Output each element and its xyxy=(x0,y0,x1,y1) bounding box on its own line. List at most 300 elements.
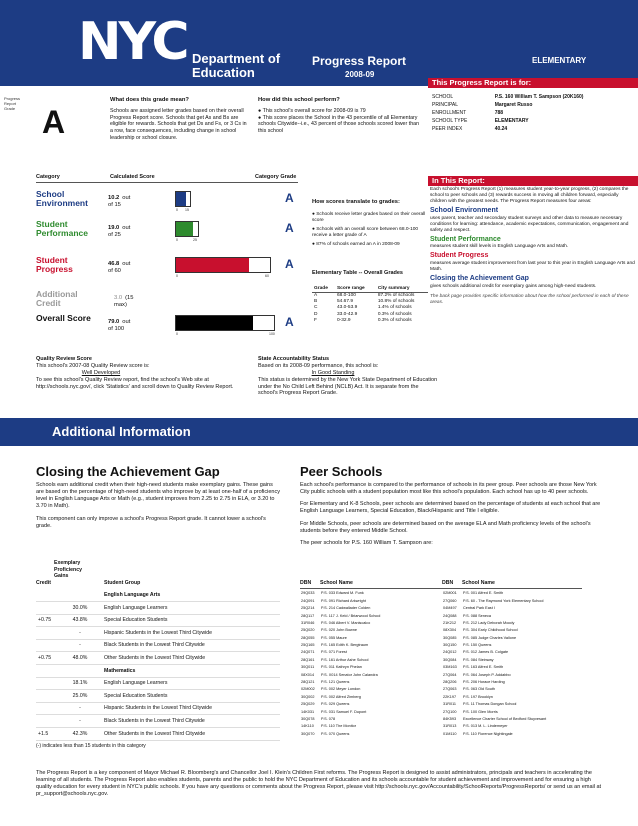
peer-dbn: 28Q161 xyxy=(301,657,315,662)
gap-credit: +0.75 xyxy=(36,652,58,665)
peer-dbn: 27Q060 xyxy=(443,598,457,603)
peer-row xyxy=(300,679,440,686)
peer-school-name: P.S. 002 Meyer London xyxy=(321,687,361,692)
peer-row xyxy=(442,657,602,664)
grades-col-header: City summary xyxy=(376,286,428,292)
dept-line-2: Education xyxy=(192,65,255,81)
grades-cell: 0.3% of schools xyxy=(377,317,412,323)
peer-school-name: P.S. 001 Alfred E. Smith xyxy=(463,591,504,596)
nyc-logo: NYC xyxy=(78,12,187,72)
peer-row xyxy=(442,664,602,671)
peer-row xyxy=(442,605,602,612)
bullet-text: 87% of schools earned an A in 2008-09 xyxy=(316,241,400,247)
gap-row xyxy=(36,728,280,741)
peers-title: Peer Schools xyxy=(300,464,383,479)
peer-school-name: P.S. 011 Kathryn Phelan xyxy=(321,665,362,670)
scale-min: 0 xyxy=(176,208,178,212)
grades-cell: D xyxy=(314,311,318,317)
peer-school-name: P.S. 212 Lady Deborah Moody xyxy=(463,620,515,625)
report-year: 2008-09 xyxy=(345,70,375,79)
report-title: Progress Report xyxy=(312,54,407,68)
in-report-note: The back page provides specific information about how the school performed in each of these areas. xyxy=(430,293,629,305)
gap-gains: 43.8% xyxy=(58,614,102,627)
bullet-text: Schools receive letter grades based on their overall score xyxy=(312,212,426,223)
in-report-section-title: Student Performance xyxy=(430,235,501,243)
peer-dbn: 02M002 xyxy=(301,687,315,692)
peer-row xyxy=(300,590,440,597)
peer-dbn: 08X304 xyxy=(443,628,457,633)
gap-row xyxy=(36,652,280,665)
in-report-section-text: gives schools additional credit for exemplary gains among high-need students. xyxy=(430,283,597,289)
footer-text: The Progress Report is a key component of Mayor Michael R. Bloomberg's and Chancellor Joel I. Klein's Children First reforms. The Progress Report is designed to assist administrators, principals and teachers in accelerating the learning of all students. The Progress Report also enables students, parents and the public to hold the NYC Department of Education and its schools accountable for student achievement and improvement and for ensuring a high quality education for every student in NYC's public schools. If you have any questions or comments about the Progress Report, please visit http://schools.nyc.gov/Accountability/SchoolReports/ProgressReports/ or send us an email at pr_support@schools.nyc.gov. xyxy=(36,770,602,798)
peer-row xyxy=(442,693,602,700)
category-score xyxy=(114,295,133,309)
scale-min: 0 xyxy=(176,332,178,336)
score-max: out of 25 xyxy=(108,225,131,239)
score-bar xyxy=(175,315,275,331)
school-info-label: ENROLLMENT xyxy=(432,110,467,116)
grade-label-line: Progress xyxy=(4,96,21,101)
peer-dbn: 30Q150 xyxy=(443,643,457,648)
gap-table xyxy=(36,589,280,741)
peer-school-name: P.S. 163 Alfred E. Smith xyxy=(463,665,504,670)
peer-dbn: 28Q121 xyxy=(301,680,315,685)
school-info-label: PEER INDEX xyxy=(432,126,463,132)
peer-dbn: 14K110 xyxy=(301,724,314,729)
grades-cell: 10.8% of schools xyxy=(377,299,415,305)
gap-gains: 42.3% xyxy=(58,728,102,741)
peer-dbn: 25Q020 xyxy=(301,628,315,633)
report-for-heading: This Progress Report is for: xyxy=(428,78,638,88)
peer-row xyxy=(300,730,440,737)
in-report-section-text: measures student skill levels in English Language Arts and Math. xyxy=(430,244,569,250)
category-name: School Environment xyxy=(36,189,88,208)
overall-grade: A xyxy=(42,104,66,140)
peer-school-name: P.S. 031 Samuel F. Dupont xyxy=(321,709,367,714)
gap-gains: - xyxy=(58,627,102,640)
peer-school-name: P.S. 085 Judge Charles Vallone xyxy=(463,635,517,640)
gap-credit xyxy=(36,627,58,640)
category-score xyxy=(108,225,130,239)
in-report-section-title: Closing the Achievement Gap xyxy=(430,275,529,283)
gap-p2: This component can only improve a school's Progress Report grade. It cannot lower a school's grade. xyxy=(36,515,266,529)
gap-subheading xyxy=(36,665,280,678)
peer-school-name: Central Park East I xyxy=(463,606,495,611)
gap-gains: - xyxy=(58,715,102,728)
grade-meaning-title: What does this grade mean? xyxy=(110,97,189,103)
peer-school-name: P.S. 084 Steinway xyxy=(463,657,494,662)
score-max: (15 max) xyxy=(114,295,134,309)
scale-max: 15 xyxy=(185,208,189,212)
in-report-panel xyxy=(430,187,636,306)
peers-table-left xyxy=(300,590,440,738)
peer-row xyxy=(300,649,440,656)
peer-row xyxy=(300,716,440,723)
quality-line: This school's 2007-08 Quality Review score is: xyxy=(36,362,150,369)
category-grade: A xyxy=(285,257,294,271)
category-score xyxy=(108,319,130,333)
peer-row xyxy=(442,627,602,634)
peer-row xyxy=(442,649,602,656)
gap-credit xyxy=(36,702,58,715)
grades-cell: 33.0-42.9 xyxy=(336,311,358,317)
peer-row xyxy=(442,730,602,737)
gap-gains xyxy=(58,665,102,678)
peer-school-name: P.S. 150 Queens xyxy=(463,643,492,648)
gap-credit: +0.75 xyxy=(36,614,58,627)
scale-max: 100 xyxy=(269,332,275,336)
grade-label-line: Report xyxy=(4,101,17,107)
peer-dbn: 01M110 xyxy=(443,731,457,736)
peer-dbn: 30Q070 xyxy=(301,731,315,736)
peer-school-name: P.S. 002 Alfred Zimberg xyxy=(321,694,361,699)
grades-col-header: Score range xyxy=(335,286,376,292)
peer-row xyxy=(442,723,602,730)
peer-school-name: P.S. 117 J. Keld / Briarwood School xyxy=(321,613,381,618)
gap-group: English Language Learners xyxy=(102,602,280,615)
peer-dbn: 14K031 xyxy=(301,709,315,714)
quality-score: Well Developed xyxy=(81,369,121,376)
gap-row xyxy=(36,677,280,690)
gap-col-credit: Credit xyxy=(36,580,51,586)
peer-row xyxy=(300,612,440,619)
peer-dbn: 28Q206 xyxy=(443,680,457,685)
grades-col-header: Grade xyxy=(312,286,335,292)
category-name: Overall Score xyxy=(36,313,91,323)
school-level: ELEMENTARY xyxy=(532,56,587,65)
gap-gains: 25.0% xyxy=(58,690,102,703)
peer-row xyxy=(442,679,602,686)
peer-row xyxy=(442,642,602,649)
peer-row xyxy=(442,612,602,619)
peers-col-name: School Name xyxy=(320,580,353,586)
grades-table-title: Elementary Table -- Overall Grades xyxy=(312,270,403,276)
accountability-text: This status is determined by the New York State Department of Education under the No Child Left Behind (NCLB) Act. It is separate from the school's Progress Report Grade. xyxy=(258,376,438,397)
gap-credit xyxy=(36,677,58,690)
score-bar xyxy=(175,191,191,207)
gap-group: Hispanic Students in the Lowest Third Citywide xyxy=(102,627,280,640)
peer-school-name: P.S. 029 Queens xyxy=(321,702,350,707)
school-info-row xyxy=(430,118,636,124)
gap-credit xyxy=(36,602,58,615)
school-info-value: 40.24 xyxy=(494,126,508,132)
peer-dbn: 03M163 xyxy=(443,665,457,670)
peer-dbn: 21K212 xyxy=(443,620,457,625)
grade-label xyxy=(4,96,20,112)
category-name: Student Progress xyxy=(36,255,73,274)
peer-dbn: 28Q055 xyxy=(301,635,315,640)
gap-group: Black Students in the Lowest Third Citywide xyxy=(102,715,280,728)
school-info-table xyxy=(428,92,638,134)
peer-school-name: P.S. 088 Seneca xyxy=(463,613,492,618)
peer-row xyxy=(442,590,602,597)
scale-min: 0 xyxy=(176,238,178,242)
peer-dbn: 30Q085 xyxy=(443,635,457,640)
grades-cell: 0.3% of schools xyxy=(377,311,412,317)
peers-table-right xyxy=(442,590,602,738)
category-grade: A xyxy=(285,191,294,205)
gap-credit xyxy=(36,715,58,728)
peer-dbn: 31R011 xyxy=(443,702,457,707)
gap-row xyxy=(36,702,280,715)
gap-gains: 18.1% xyxy=(58,677,102,690)
peer-dbn: 24Q071 xyxy=(301,650,315,655)
peer-school-name: P.S. 161 Arthur Ashe School xyxy=(321,657,369,662)
peer-dbn: 22K197 xyxy=(443,694,457,699)
scale-max: 25 xyxy=(193,238,197,242)
peer-dbn: 30Q084 xyxy=(443,657,457,662)
grades-table xyxy=(312,286,428,324)
in-report-section-title: School Environment xyxy=(430,206,499,214)
gap-subheading xyxy=(36,589,280,602)
peer-row xyxy=(300,620,440,627)
peer-row xyxy=(442,701,602,708)
gap-intro xyxy=(36,482,282,530)
gap-gains: - xyxy=(58,702,102,715)
score-bar-fill xyxy=(176,316,253,330)
accountability xyxy=(258,356,438,397)
score-bar xyxy=(175,257,271,273)
school-info-label: SCHOOL TYPE xyxy=(432,118,468,124)
peers-p2: For Elementary and K-8 Schools, peer schools are determined based on the percentage of students at each school that are English Language Learners, Special Education, Black/Hispanic and Title I eligible. xyxy=(300,501,601,515)
gap-row xyxy=(36,639,280,652)
score-bar xyxy=(175,221,199,237)
peer-school-name: P.S. 197 Brooklyn xyxy=(463,694,493,699)
peer-dbn: 24Q088 xyxy=(443,613,457,618)
peers-divider xyxy=(300,588,582,589)
grades-row xyxy=(312,318,428,324)
gap-group: Special Education Students xyxy=(102,690,280,703)
peer-school-name: P.S. 110 The Monitor xyxy=(321,724,357,729)
quality-review xyxy=(36,356,236,390)
score-value: 79.0 xyxy=(108,319,120,325)
in-report-section-text: uses parent, teacher and secondary student surveys and other data to measure necessary conditions for learning: attendance, academic expectations, communication, engagement and safety and respect. xyxy=(430,215,629,233)
category-name: Additional Credit xyxy=(36,289,78,308)
school-info-label: SCHOOL xyxy=(432,94,454,100)
gap-gains: 48.0% xyxy=(58,652,102,665)
school-info-row xyxy=(430,102,636,108)
peer-school-name: Excellence Charter School of Bedford Stuyvesant xyxy=(463,716,547,721)
peer-dbn: 02M001 xyxy=(443,591,457,596)
peer-dbn: 30Q002 xyxy=(301,694,315,699)
peers-col-dbn: DBN xyxy=(300,580,312,586)
school-info-value: Margaret Russo xyxy=(494,102,533,108)
peer-dbn: 84K593 xyxy=(443,716,457,721)
col-category: Category xyxy=(36,174,60,180)
peer-school-name: P.S. 110 Florence Nightingale xyxy=(463,731,513,736)
school-info-value: 788 xyxy=(494,110,504,116)
bullet-text: This school's overall score for 2008-09 is 79 xyxy=(262,108,366,115)
peer-row xyxy=(442,708,602,715)
gap-group: Hispanic Students in the Lowest Third Citywide xyxy=(102,702,280,715)
peer-school-name: P.S. 033 Edward M. Funk xyxy=(321,591,364,596)
gap-group: English Language Learners xyxy=(102,677,280,690)
col-score: Calculated Score xyxy=(110,174,155,180)
gap-col-group: Student Group xyxy=(104,580,141,586)
gap-credit xyxy=(36,589,58,602)
category-grade: A xyxy=(285,221,294,235)
grades-cell: 54.67.9 xyxy=(336,299,353,305)
peer-school-name: P.S. 063 Old South xyxy=(463,687,496,692)
peer-dbn: 25Q029 xyxy=(301,702,315,707)
grade-label-line: Grade xyxy=(4,106,16,112)
gap-group: Black Students in the Lowest Third Citywide xyxy=(102,639,280,652)
dept-line-1: Department of xyxy=(192,51,281,66)
scale-max: 60 xyxy=(265,274,269,278)
peer-dbn: 30Q078 xyxy=(301,716,315,721)
translate-bullets xyxy=(312,212,426,248)
peer-school-name: P.S. 100 Glen Morris xyxy=(463,709,498,714)
peer-dbn: 24Q091 xyxy=(301,598,315,603)
peer-row xyxy=(300,597,440,604)
bullet-text: This score places the School in the 43 percentile of all Elementary schools Citywide--i.e., 43 percent of those schools scored lower than this school xyxy=(258,114,420,135)
peer-school-name: P.S. 304 Early Childhood School xyxy=(463,628,518,633)
peer-school-name: P.S. 013 M. L. Lindemeyer xyxy=(463,724,508,729)
gap-title: Closing the Achievement Gap xyxy=(36,464,220,479)
quality-title: Quality Review Score xyxy=(36,356,92,362)
score-value: 19.0 xyxy=(108,225,120,231)
peers-col-dbn: DBN xyxy=(442,580,454,586)
peer-row xyxy=(300,627,440,634)
translate-bullet: ● Schools with an overall score between 68.0-100 receive a letter grade of A xyxy=(312,226,419,238)
school-info-value: ELEMENTARY xyxy=(494,118,529,124)
grades-cell: 87.2% of schools xyxy=(377,292,415,298)
col-grade: Category Grade xyxy=(255,174,297,180)
peer-dbn: 04M497 xyxy=(443,606,457,611)
gap-credit xyxy=(36,639,58,652)
gap-group: English Language Arts xyxy=(102,589,280,602)
additional-info-banner: Additional Information xyxy=(0,418,638,446)
peer-row xyxy=(442,597,602,604)
score-value: 10.2 xyxy=(108,195,120,201)
peer-row xyxy=(300,605,440,612)
peer-row xyxy=(442,716,602,723)
gap-group: Other Students in the Lowest Third Citywide xyxy=(102,652,280,665)
gap-row xyxy=(36,690,280,703)
grades-cell: A xyxy=(314,292,318,298)
peer-dbn: 31R013 xyxy=(443,724,457,729)
peer-school-name: P.S. 078 xyxy=(321,716,336,721)
peer-row xyxy=(300,693,440,700)
peer-dbn: 30Q011 xyxy=(301,665,315,670)
peer-row xyxy=(300,664,440,671)
peer-dbn: 27Q100 xyxy=(443,709,457,714)
score-bar-fill xyxy=(176,258,249,272)
header-divider xyxy=(36,182,298,183)
grades-cell: C xyxy=(314,305,318,311)
in-report-section-title: Student Progress xyxy=(430,252,489,260)
peer-dbn: 24Q012 xyxy=(443,650,457,655)
grades-cell: 43.0-53.9 xyxy=(336,305,358,311)
gap-col-gains: Exemplary Proficiency Gains xyxy=(54,560,82,579)
gap-row xyxy=(36,627,280,640)
performance-bullet: ● This school's overall score for 2008-09 is 79 xyxy=(258,108,366,115)
in-report-section-text: measures average student improvement from last year to this year in English Language Arts and Math. xyxy=(430,261,635,273)
school-info-row xyxy=(430,126,636,132)
peer-dbn: 27Q063 xyxy=(443,687,457,692)
gap-row xyxy=(36,715,280,728)
peer-row xyxy=(442,671,602,678)
peer-school-name: P.S. 012 James B. Colgate xyxy=(463,650,509,655)
score-bar-fill xyxy=(176,192,186,206)
category-score xyxy=(108,195,130,209)
peer-school-name: P.S. 60 - The Raymond York Elementary School xyxy=(463,598,544,603)
gap-credit: +1.5 xyxy=(36,728,58,741)
peer-school-name: P.S. 206 Horace Harding xyxy=(463,680,505,685)
peer-school-name: P.S. 071 Forest xyxy=(321,650,347,655)
score-value: 46.8 xyxy=(108,261,120,267)
peers-col-name: School Name xyxy=(462,580,495,586)
grades-cell: 1.4% of schools xyxy=(377,305,412,311)
school-info-row xyxy=(430,110,636,116)
peer-school-name: P.S. 064 Joseph P. Addabbo xyxy=(463,672,511,677)
accountability-status: In Good Standing xyxy=(311,369,355,376)
score-bar-fill xyxy=(176,222,193,236)
peer-school-name: P.S. 214 Cadwallader Colden xyxy=(321,606,371,611)
peers-p1: Each school's performance is compared to the performance of schools in its peer group. Peer schools are those New York City public schools with a student population most like this school's population. Each school has up to 40 peer schools. xyxy=(300,482,597,496)
peer-school-name: P.S. 11 Thomas Dongan School xyxy=(463,702,517,707)
gap-gains xyxy=(58,589,102,602)
in-report-heading: In This Report: xyxy=(428,176,638,186)
score-max: out of 100 xyxy=(108,319,131,333)
gap-group: Other Students in the Lowest Third Citywide xyxy=(102,728,280,741)
school-performance xyxy=(258,97,428,135)
peers-intro xyxy=(300,482,602,547)
peer-dbn: 25Q214 xyxy=(301,606,315,611)
bullet-text: Schools with an overall score between 68.0-100 receive a letter grade of A xyxy=(312,226,419,238)
gap-row xyxy=(36,602,280,615)
score-max: out of 60 xyxy=(108,261,131,275)
grade-meaning xyxy=(110,97,250,141)
peers-list-intro: The peer schools for P.S. 160 William T. Sampson are: xyxy=(300,539,433,546)
accountability-title: State Accountability Status xyxy=(258,356,330,362)
peer-row xyxy=(442,634,602,641)
peer-school-name: P.S. 091 Richard Arkwright xyxy=(321,598,366,603)
peer-row xyxy=(300,723,440,730)
peer-row xyxy=(300,634,440,641)
gap-credit xyxy=(36,665,58,678)
peer-row xyxy=(300,671,440,678)
grades-cell: B xyxy=(314,299,318,305)
grades-cell: 0-32.9 xyxy=(336,317,351,323)
peer-school-name: P.S. 070 Queens xyxy=(321,731,350,736)
peer-school-name: P.S. X014 Senator John Calandra xyxy=(321,672,378,677)
peer-dbn: 27Q064 xyxy=(443,672,457,677)
gap-group: Special Education Students xyxy=(102,614,280,627)
school-info-value: P.S. 160 William T. Sampson (20K160) xyxy=(494,94,584,100)
translate-bullet: ● 87% of schools earned an A in 2008-09 xyxy=(312,241,400,247)
gap-note: (-) indicates less than 15 students in this category xyxy=(36,743,146,749)
grades-cell: 68.0-100 xyxy=(336,292,356,298)
peer-row xyxy=(300,701,440,708)
peer-school-name: P.S. 055 Maure xyxy=(321,635,347,640)
gap-group: Mathematics xyxy=(102,665,280,678)
peer-dbn: 31R046 xyxy=(301,620,315,625)
peer-dbn: 29Q033 xyxy=(301,591,315,596)
peer-row xyxy=(300,686,440,693)
translate-title: How scores translate to grades: xyxy=(312,199,400,205)
peer-row xyxy=(442,686,602,693)
gap-gains: - xyxy=(58,639,102,652)
school-info-label: PRINCIPAL xyxy=(432,102,459,108)
translate-bullet: ● Schools receive letter grades based on their overall score xyxy=(312,212,426,223)
peers-p3: For Middle Schools, peer schools are determined based on the average ELA and Math proficiency levels of the school's students before they entered Middle School. xyxy=(300,520,591,534)
category-grade: A xyxy=(285,315,294,329)
gap-row xyxy=(36,614,280,627)
department-name xyxy=(192,52,280,81)
grade-meaning-text: Schools are assigned letter grades based on their overall Progress Report score. Schools that get As and Bs are eligible for rewards. Schools that get Ds and Fs, or 3 Cs in a row, face consequences, including change in school leadership or school closure. xyxy=(110,108,247,141)
in-report-intro: Each school's Progress Report (1) measures student year-to-year progress, (2) compares the school to peer schools and (3) rewards success in moving all children forward, especially children with the greatest needs. The Progress Report measures four areas: xyxy=(430,187,629,204)
